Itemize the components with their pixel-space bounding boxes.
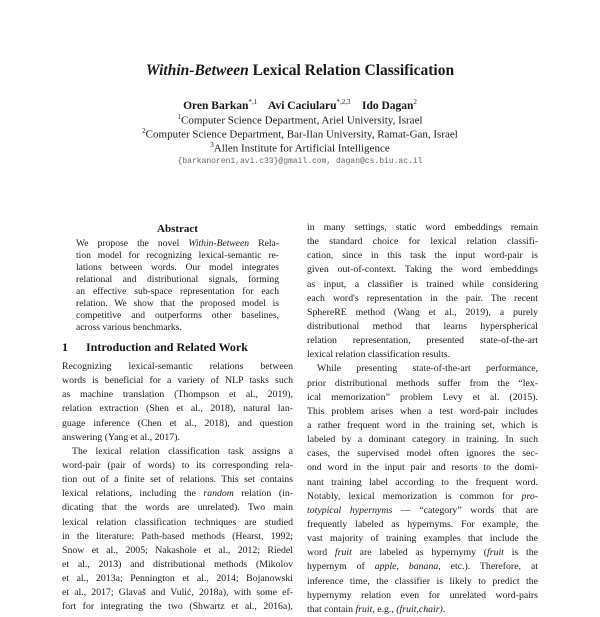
text-line (307, 263, 538, 277)
text-line (62, 402, 293, 416)
text-span: hypernym of (307, 561, 375, 573)
text-span: an effective sub-space representation for each (76, 286, 279, 297)
text-line (76, 322, 279, 334)
affiliation (0, 113, 600, 127)
title-italic: Within-Between (145, 62, 249, 79)
text-line (307, 235, 538, 249)
author (362, 100, 417, 112)
text-span: in the literature: Path-based methods (Hearst, 1992; (62, 530, 293, 542)
text-span: Notably, lexical memorization is common for (307, 490, 522, 502)
text-line (307, 292, 538, 306)
author-name: Oren Barkan (183, 99, 249, 112)
text-span: We propose the novel (76, 238, 189, 249)
affiliation-sup: 2 (142, 127, 146, 135)
author (268, 100, 350, 112)
text-span: relation representation, presented state-of-the-art (307, 335, 538, 347)
affiliation-text: Computer Science Department, Bar-Ilan University, Ramat-Gan, Israel (145, 128, 458, 141)
text-span: across various benchmarks. (76, 322, 182, 333)
text-line (62, 487, 293, 501)
right-column-body (307, 221, 538, 617)
affiliation-sup: 3 (210, 141, 214, 149)
text-span: frequently labeled as hypernyms. For example, the (307, 518, 538, 530)
text-span: While presenting state-of-the-art performance, (317, 363, 538, 375)
abstract-body (76, 238, 279, 334)
text-line (62, 417, 293, 431)
affiliation-sup: 1 (177, 113, 181, 121)
text-span: Snow et al., 2005; Nakashole et al., 2012; Riedel (62, 544, 293, 556)
text-span: word (307, 547, 335, 559)
text-line (62, 600, 293, 614)
section-heading (62, 339, 248, 355)
text-span: relation (in- (233, 488, 293, 500)
text-line (307, 560, 538, 574)
text-line (307, 391, 538, 405)
text-line (62, 530, 293, 544)
text-span: fort for integrating the two (Shwartz et al., 2016a), (62, 601, 293, 613)
text-span: ond word in the input pair and resorts to the domi- (307, 462, 538, 474)
author-sup: *,1 (248, 98, 258, 106)
italic-text: totypical hypernyms (307, 504, 393, 516)
text-line (307, 221, 538, 235)
author (183, 100, 257, 112)
text-line (307, 433, 538, 447)
text-span: et al., 2013) and distributional methods (Mikolov (62, 558, 293, 570)
text-span: relation extraction (Shen et al., 2018), natural lan- (62, 403, 293, 415)
author-sup: 2 (413, 98, 417, 106)
text-line (307, 334, 538, 348)
text-line (307, 476, 538, 490)
left-column-body (62, 360, 293, 615)
text-line (62, 572, 293, 586)
text-line (307, 589, 538, 603)
text-span: — “category” words that are (392, 504, 538, 516)
text-line (76, 238, 279, 250)
text-line (62, 473, 293, 487)
affiliation-text: Allen Institute for Artificial Intelligence (213, 142, 390, 155)
text-span: This problem arises when a test word-pair includes (307, 405, 538, 417)
text-span: SphereRE method (Wang et al., 2019), a purely (307, 306, 538, 318)
text-line (307, 362, 538, 376)
text-line (62, 544, 293, 558)
text-span: cation, since in this task the input word-pair is (307, 250, 538, 262)
italic-text: random (203, 488, 234, 500)
text-line (307, 447, 538, 461)
text-line (76, 274, 279, 286)
italic-text: fruit (334, 547, 352, 559)
text-span: competitive and outperforms other baselines, (76, 310, 279, 321)
text-span: Recognizing lexical-semantic relations between (62, 361, 293, 372)
text-line (62, 445, 293, 459)
text-span: , etc.). Therefore, at (438, 561, 538, 573)
text-line (62, 360, 293, 374)
text-span: nant training label according to the frequent word. (307, 476, 538, 488)
text-span: The lexical relation classification task assigns a (72, 445, 293, 457)
text-line (62, 501, 293, 515)
text-line (307, 504, 538, 518)
text-span: each word's representation in the pair. The recent (307, 292, 538, 304)
text-span: tion out of a finite set of relations. This set contains (62, 474, 293, 486)
text-line (307, 306, 538, 320)
affiliation (0, 127, 600, 141)
text-span: the standard choice for lexical relation classifi- (307, 236, 538, 248)
text-line (76, 250, 279, 262)
text-line (307, 249, 538, 263)
text-span: cases, the supervised model often ignores the sec- (307, 448, 538, 460)
affiliation-text: Computer Science Department, Ariel University, Israel (180, 114, 423, 127)
text-line (62, 558, 293, 572)
text-span: et al., 2017; Glavaš and Vulić, 2018a), with some ef- (62, 587, 293, 599)
text-span: answering (Yang et al., 2017). (62, 431, 180, 443)
author-name: Avi Caciularu (268, 99, 337, 112)
text-line (62, 374, 293, 388)
text-line (307, 575, 538, 589)
author-name: Ido Dagan (361, 99, 414, 112)
text-line (62, 459, 293, 473)
italic-text: fruit (487, 547, 504, 559)
text-span: lexical relation classification results. (307, 349, 451, 361)
text-span: word-pair (pair of words) to its corresponding rela- (62, 459, 293, 471)
text-span: given out-of-context. Taking the word embeddings (307, 264, 538, 276)
affiliation (0, 141, 600, 155)
text-span: as input, a classifier is trained while considering (307, 278, 538, 290)
text-span: Rela- (249, 238, 279, 249)
text-line (62, 586, 293, 600)
text-line (76, 298, 279, 310)
text-line (76, 310, 279, 322)
title-rest: Lexical Relation Classification (248, 62, 455, 79)
italic-text: banana (408, 561, 439, 573)
text-line (307, 405, 538, 419)
italic-text: pro- (521, 490, 538, 502)
italic-text: (fruit,chair) (396, 603, 443, 615)
text-span: . (442, 603, 446, 615)
text-line (307, 490, 538, 504)
text-span: et al., 2013a; Pennington et al., 2014; Bojanowski (62, 573, 293, 585)
italic-text: apple (374, 561, 397, 573)
text-line (62, 431, 293, 445)
text-span: relational and distributional signals, forming (76, 274, 279, 285)
text-span: in many settings, static word embeddings remain (307, 222, 538, 233)
text-span: inference time, the classifier is likely to predict the (307, 575, 538, 587)
text-line (62, 388, 293, 402)
text-span: lexical relations, including the (62, 488, 204, 500)
text-span: as machine translation (Thompson et al., 2019), (62, 389, 293, 401)
text-line (307, 348, 538, 362)
text-span: lations between words. Our model integrates (76, 262, 279, 273)
section-title: Introduction and Related Work (86, 340, 248, 354)
text-line (307, 320, 538, 334)
text-line (307, 603, 538, 617)
text-line (307, 419, 538, 433)
text-line (76, 286, 279, 298)
text-span: tion model for recognizing lexical-semantic re- (76, 250, 279, 261)
author-sup: *,2,3 (336, 98, 351, 106)
text-span: lexical relation classification techniques are studied (62, 516, 293, 528)
text-span: is the (503, 547, 538, 559)
text-span: words is beneficial for a variety of NLP tasks such (62, 375, 293, 387)
text-span: prior distributional methods suffer from the “lex- (307, 377, 538, 389)
section-number: 1 (62, 340, 68, 354)
text-line (76, 262, 279, 274)
text-span: guage inference (Chen et al., 2018), and question (62, 417, 293, 429)
text-span: that contain (307, 603, 356, 615)
text-span: distributional method that learns hyperspherical (307, 320, 538, 332)
author-list (0, 98, 600, 112)
text-span: , (396, 561, 409, 573)
text-span: a rather frequent word in the training set, which is (307, 419, 538, 431)
text-line (307, 546, 538, 560)
text-span: vast majority of training examples that include the (307, 533, 538, 545)
text-span: dicating that the words are unrelated). Two main (62, 502, 293, 514)
paper-title (0, 62, 600, 80)
text-line (307, 377, 538, 391)
text-span: are labeled as hypernymy ( (351, 547, 488, 559)
text-line (307, 532, 538, 546)
text-span: relation. We show that the proposed model is (76, 298, 279, 309)
text-span: , e.g., (372, 603, 397, 615)
text-line (307, 278, 538, 292)
text-line (307, 461, 538, 475)
text-span: labeled by a dominant category in training. In such (307, 434, 538, 446)
text-line (307, 518, 538, 532)
abstract-heading: Abstract (157, 223, 198, 235)
author-emails: {barkanoren1,avi.c33}@gmail.com, dagan@cs.biu.ac.il (177, 157, 423, 166)
text-line (62, 516, 293, 530)
italic-text: fruit (355, 603, 373, 615)
text-span: ical memorization” problem Levy et al. (2015). (307, 391, 538, 403)
text-span: hypernymy relation even for unrelated word-pairs (307, 589, 538, 601)
italic-text: Within-Between (188, 238, 250, 249)
